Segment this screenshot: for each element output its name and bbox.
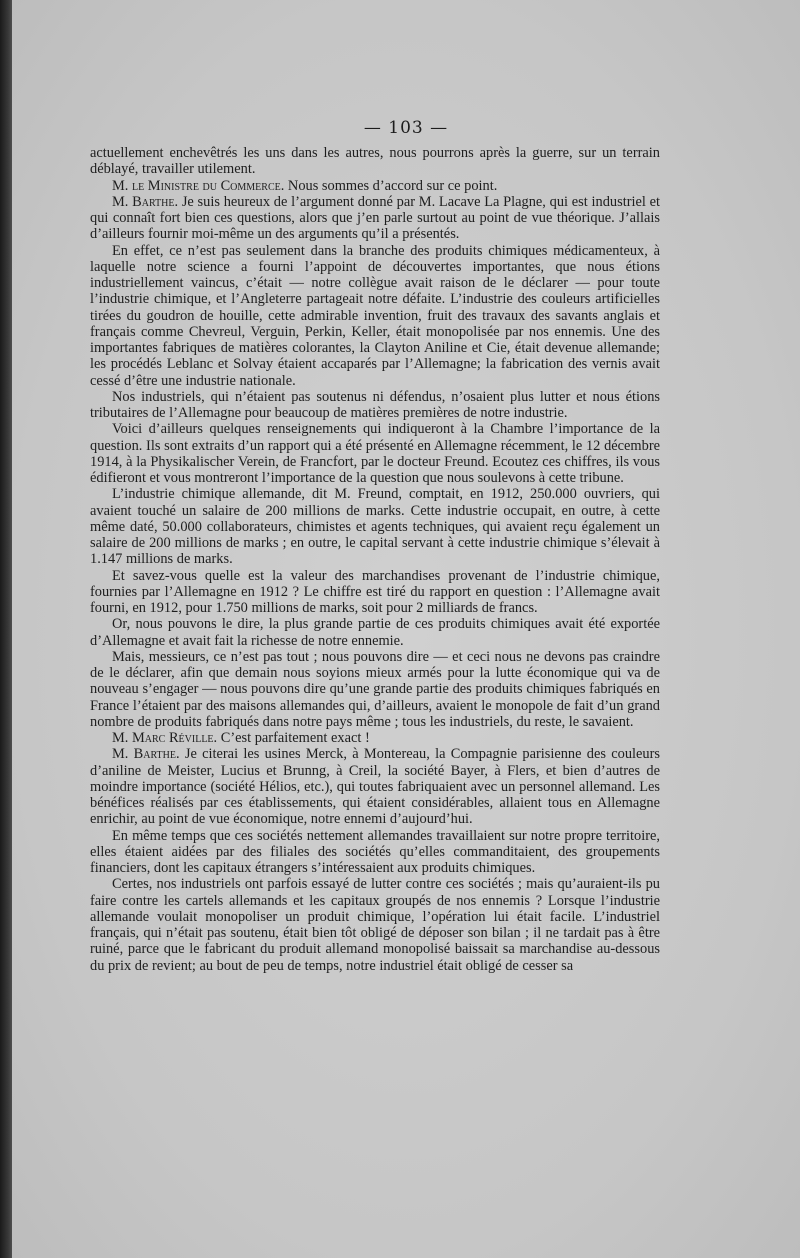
paragraph-text: Je suis heureux de l’argument donné par M. Lacave La Plagne, qui est industriel et qui connaît fort bien ces questions, alors que j’en parle surtout au point de vue théorique. J’allais d’ailleurs fournir moi-même un des arguments qu’il a présentés. (90, 193, 661, 243)
paragraph (90, 421, 660, 486)
paragraph-text: Nos industriels, qui n’étaient pas soutenus ni défendus, n’osaient plus lutter et nous étions tributaires de l’Allemagne pour beaucoup de matières premières de notre industrie. (90, 388, 660, 421)
paragraph (90, 828, 660, 877)
paragraph-text: En effet, ce n’est pas seulement dans la branche des produits chimiques médicamenteux, à laquelle notre science a fourni l’appoint de découvertes importantes, que nous étions industriellement vaincus, c’était — notre collègue avait raison de le déclarer — pour toute l’industrie chimique, et l’Angleterre partageait notre défaite. L’industrie des couleurs artificielles tirées du goudron de houille, cette admirable invention, fruit des travaux des savants anglais et français comme Chevreul, Verguin, Perkin, Keller, était monopolisée par nos ennemis. Une des importantes fabriques de matières colorantes, la Clayton Aniline et Cie, était devenue allemande; les procédés Leblanc et Solvay étaient accaparés par l’Allemagne; la fabrication des vernis avait cessé d’être une industrie nationale. (90, 242, 660, 389)
speaker-name: M. Marc Réville. (112, 730, 218, 746)
speaker-name: M. le Ministre du Commerce. (112, 177, 285, 194)
paragraph-text: Certes, nos industriels ont parfois essayé de lutter contre ces sociétés ; mais qu’auraient-ils pu faire contre les cartels allemands et les capitaux groupés de nos ennemis ? Lorsque l’industrie allemande voulait monopoliser un produit chimique, l’opération lui était facile. L’industriel français, qui n’était pas soutenu, était bien tôt obligé de déposer son bilan ; il ne tardait pas à être ruiné, parce que le fabricant du produit allemand monopolisé baissait sa marchandise au-dessous du prix de revient; au bout de peu de temps, notre industriel était obligé de cesser sa (90, 876, 660, 974)
speaker-name: M. Barthe. (112, 746, 180, 763)
paragraph (90, 178, 660, 194)
paragraph-text: Or, nous pouvons le dire, la plus grande partie de ces produits chimiques avait été exportée d’Allemagne et avait fait la richesse de notre ennemie. (90, 616, 660, 649)
paragraph (90, 876, 660, 974)
paragraph-text: actuellement enchevêtrés les uns dans les autres, nous pourrons après la guerre, sur un terrain déblayé, travailler utilement. (90, 145, 660, 178)
paragraph (90, 194, 660, 243)
paragraph-text: Et savez-vous quelle est la valeur des marchandises provenant de l’industrie chimique, fournies par l’Allemagne en 1912 ? Le chiffre est tiré du rapport en question : l’Allemagne avait fourni, en 1912, pour 1.750 millions de marks, soit pour 2 milliards de francs. (90, 567, 660, 616)
paragraph (90, 649, 660, 730)
paragraph-text: Je citerai les usines Merck, à Montereau, la Compagnie parisienne des couleurs d’aniline de Meister, Lucius et Brunng, à Creil, la société Bayer, à Flers, et bien d’autres de moindre importance (société Hélios, etc.), qui toutes fabriquaient avec un personnel allemand. Les bénéfices réalisés par ces établissements, qui étaient considérables, allaient tous en Allemagne enrichir, au point de vue économique, notre ennemi d’aujourd’hui. (90, 746, 660, 828)
paragraph-text: L’industrie chimique allemande, dit M. Freund, comptait, en 1912, 250.000 ouvriers, qui avaient touché un salaire de 200 millions de marks. Cette industrie occupait, en outre, à cette même daté, 50.000 collaborateurs, chimistes et agents techniques, qui avaient reçu également un salaire de 200 millions de marks ; en outre, le capital servant à cette industrie chimique s’élevait à 1.147 millions de marks. (90, 486, 660, 568)
paragraph-text: Mais, messieurs, ce n’est pas tout ; nous pouvons dire — et ceci nous ne devons pas craindre de le déclarer, afin que demain nous soyions mieux armés pour la lutte économique qui va de nouveau s’engager — nous pouvons dire qu’une grande partie des produits chimiques fabriqués en France l’étaient par des maisons allemandes qui, d’ailleurs, avaient le monopole de fait d’un grand nombre de produits fabriqués dans notre pays même ; tous les industriels, du reste, le savaient. (90, 648, 660, 730)
paragraph-text: C’est parfaitement exact ! (217, 730, 370, 746)
page-number: — 103 — (363, 118, 449, 138)
paragraph-text: Nous sommes d’accord sur ce point. (284, 177, 498, 194)
paragraph-text: Voici d’ailleurs quelques renseignements qui indiqueront à la Chambre l’importance de la question. Ils sont extraits d’un rapport qui a été présenté en Allemagne récemment, le 12 décembre 1914, à la Physikalischer Verein, de Francfort, par le docteur Freund. Ecoutez ces chiffres, ils vous édifieront et vous montreront l’importance de la question que nous soulevons à cette tribune. (90, 421, 660, 486)
paragraph-text: En même temps que ces sociétés nettement allemandes travaillaient sur notre propre territoire, elles étaient aidées par des filiales des sociétés qu’elles commanditaient, des groupements financiers, dont les capitaux étrangers s’intéressaient aux produits chimiques. (90, 827, 660, 876)
paragraph (90, 568, 660, 617)
paragraph (90, 746, 660, 827)
paragraph (90, 486, 660, 567)
book-page (12, 0, 800, 1258)
paragraph (90, 389, 660, 422)
paragraph (90, 243, 660, 389)
speaker-name: M. Barthe. (112, 193, 179, 210)
paragraph (90, 145, 660, 178)
paragraph (90, 730, 660, 746)
page-text (90, 145, 660, 974)
paragraph (90, 616, 660, 649)
